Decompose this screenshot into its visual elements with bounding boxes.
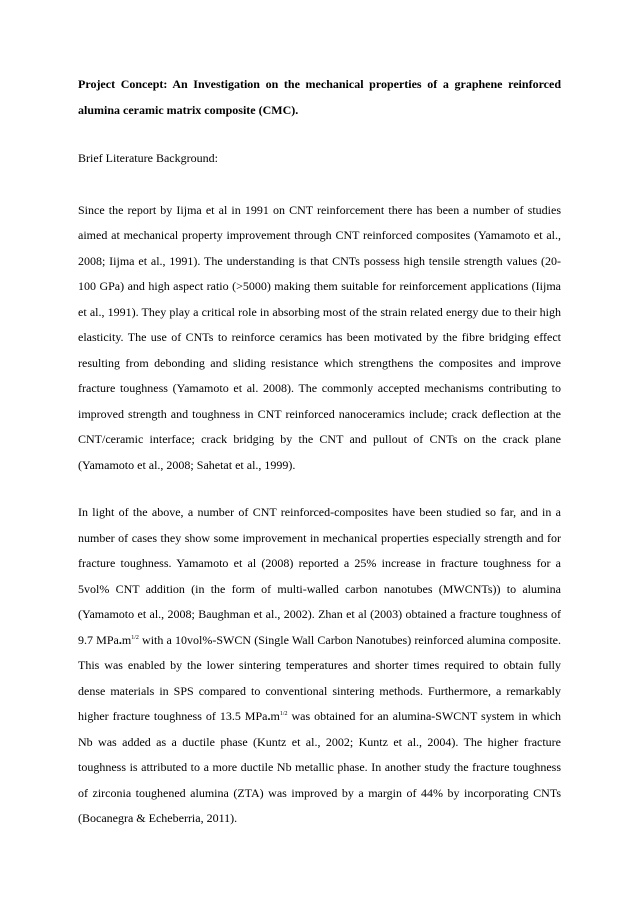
- unit-dot-1: .: [118, 632, 122, 647]
- unit-dot-2: .: [267, 709, 271, 723]
- unit-m-2: m: [270, 709, 280, 723]
- paragraph-1: Since the report by Iijma et al in 1991 on CNT reinforcement there has been a number of studies aimed at mechanical property improvement through CNT reinforced composites (Yamamoto et al., 2008; Iijma et al., 1991). The understanding is that CNTs possess high tensile strength values (20-100 GPa) and high aspect ratio (>5000) making them suitable for reinforcement applications (Iijma et al., 1991). They play a critical role in absorbing most of the strain related energy due to their high elasticity. The use of CNTs to reinforce ceramics has been motivated by the fibre bridging effect resulting from debonding and sliding resistance which strengthens the composites and improve fracture toughness (Yamamoto et al. 2008). The commonly accepted mechanisms contributing to improved strength and toughness in CNT reinforced nanoceramics include; crack deflection at the CNT/ceramic interface; crack bridging by the CNT and pullout of CNTs on the crack plane (Yamamoto et al., 2008; Sahetat et al., 1999).: [78, 202, 561, 472]
- document-page: [78, 72, 561, 832]
- unit-m-1: m: [121, 632, 132, 647]
- paragraph-2-text-a: In light of the above, a number of CNT reinforced-composites have been studied so far, and in a number of cases they show some improvement in mechanical properties especially strength and for fracture toughness. Yamamoto et al (2008) reported a 25% increase in fracture toughness for a 5vol% CNT addition (in the form of multi-walled carbon nanotubes (MWCNTs)) to alumina (Yamamoto et al., 2008; Baughman et al., 2002). Zhan et al (2003) obtained a fracture toughness of 9.7 MPa: [78, 505, 561, 647]
- project-title: Project Concept: An Investigation on the mechanical properties of a graphene reinforced alumina ceramic matrix composite (CMC).: [78, 77, 561, 117]
- paragraph-2-text-b: with a 10vol%-SWCN (Single Wall Carbon Nanotubes) reinforced alumina composite. This was enabled by the lower sintering temperatures and shorter times required to obtain fully dense materials in SPS compared to conventional sintering methods. Furthermore, a remarkably higher fracture toughness of 13.5 MPa: [78, 632, 562, 723]
- exponent-2: 1/2: [279, 711, 288, 717]
- exponent-1: 1/2: [131, 634, 139, 641]
- paragraph-2: [78, 500, 561, 832]
- section-heading: Brief Literature Background:: [78, 151, 218, 165]
- paragraph-2-text-c: was obtained for an alumina-SWCNT system in which Nb was added as a ductile phase (Kuntz et al., 2002; Kuntz et al., 2004). The higher fracture toughness is attributed to a more ductile Nb metallic phase. In another study the fracture toughness of zirconia toughened alumina (ZTA) was improved by a margin of 44% by incorporating CNTs (Bocanegra & Echeberria, 2011).: [78, 709, 561, 825]
